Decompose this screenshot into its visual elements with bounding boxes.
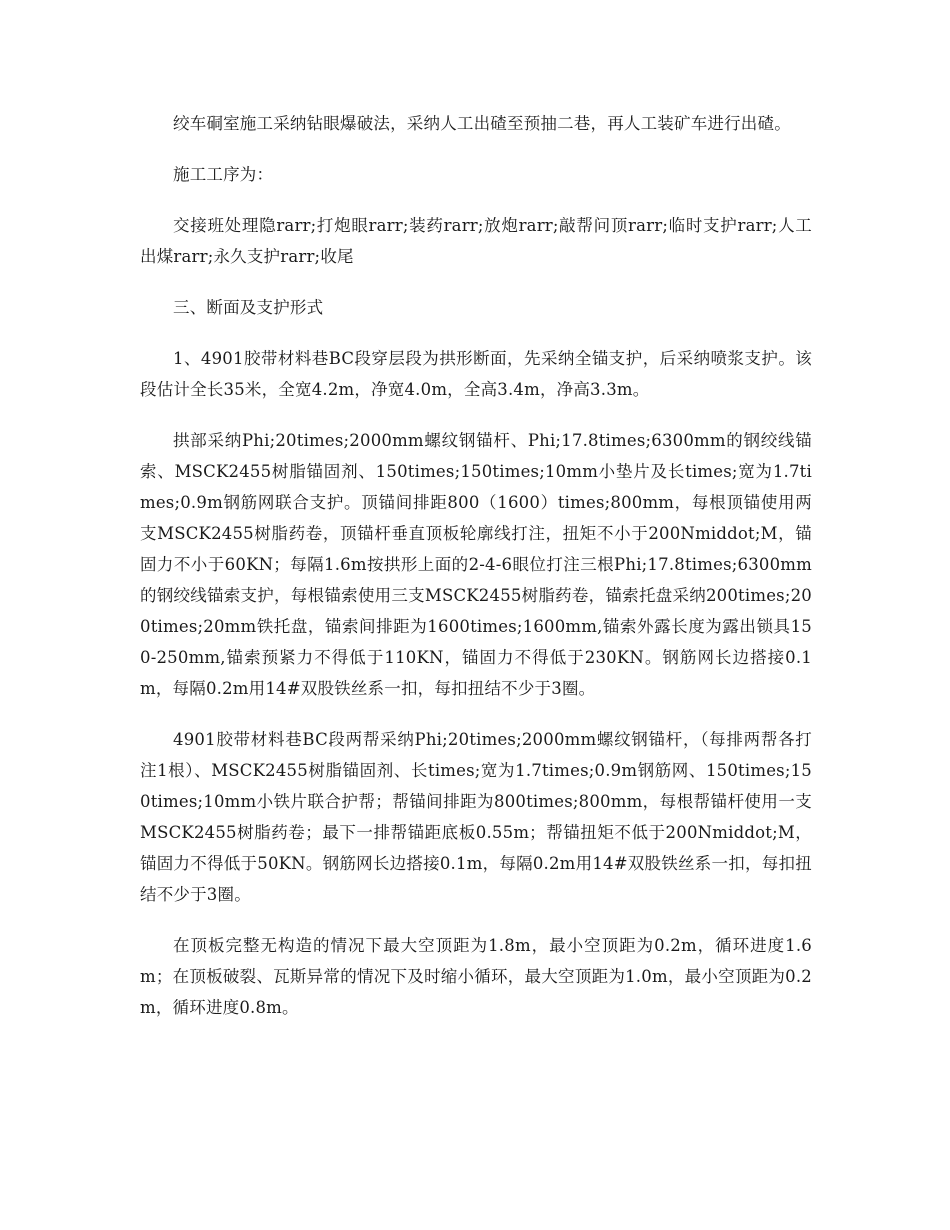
paragraph-procedure-heading: 施工工序为： (173, 165, 274, 184)
paragraph-section-dimensions: 1、4901胶带材料巷BC段穿层段为拱形断面，先采纳全锚支护，后采纳喷浆支护。该段估计全长35米，全宽4.2m，净宽4.0m，全高3.4m，净高3.3m。 (140, 349, 812, 399)
paragraph-procedure-steps: 交接班处理隐rarr;打炮眼rarr;装药rarr;放炮rarr;敲帮问顶rarr;临时支护rarr;人工出煤rarr;永久支护rarr;收尾 (140, 216, 812, 266)
document-body (140, 108, 812, 1043)
paragraph-excavation-method: 绞车硐室施工采纳钻眼爆破法，采纳人工出碴至预抽二巷，再人工装矿车进行出碴。 (173, 114, 791, 133)
paragraph-side-support: 4901胶带材料巷BC段两帮采纳Phi;20times;2000mm螺纹钢锚杆，（每排两帮各打注1根）、MSCK2455树脂锚固剂、长times;宽为1.7times;0.9m钢筋网、150times;150times;10mm小铁片联合护帮；帮锚间排距为800times;800mm，每根帮锚杆使用一支MSCK2455树脂药卷；最下一排帮锚距底板0.55m；帮锚扭矩不低于200Nmiddot;M，锚固力不得低于50KN。钢筋网长边搭接0.1m，每隔0.2m用14#双股铁丝系一扣，每扣扭结不少于3圈。 (140, 730, 812, 904)
paragraph-roof-distance: 在顶板完整无构造的情况下最大空顶距为1.8m，最小空顶距为0.2m，循环进度1.6m；在顶板破裂、瓦斯异常的情况下及时缩小循环，最大空顶距为1.0m，最小空顶距为0.2m，循环进度0.8m。 (140, 936, 812, 1017)
section-heading-support-form: 三、断面及支护形式 (173, 298, 324, 317)
paragraph-arch-support: 拱部采纳Phi;20times;2000mm螺纹钢锚杆、Phi;17.8times;6300mm的钢绞线锚索、MSCK2455树脂锚固剂、150times;150times;10mm小垫片及长times;宽为1.7times;0.9m钢筋网联合支护。顶锚间排距800（1600）times;800mm，每根顶锚使用两支MSCK2455树脂药卷，顶锚杆垂直顶板轮廓线打注，扭矩不小于200Nmiddot;M，锚固力不小于60KN；每隔1.6m按拱形上面的2-4-6眼位打注三根Phi;17.8times;6300mm的钢绞线锚索支护，每根锚索使用三支MSCK2455树脂药卷，锚索托盘采纳200times;200times;20mm铁托盘，锚索间排距为1600times;1600mm,锚索外露长度为露出锁具150-250mm,锚索预紧力不得低于110KN，锚固力不得低于230KN。钢筋网长边搭接0.1m，每隔0.2m用14#双股铁丝系一扣，每扣扭结不少于3圈。 (140, 431, 812, 698)
